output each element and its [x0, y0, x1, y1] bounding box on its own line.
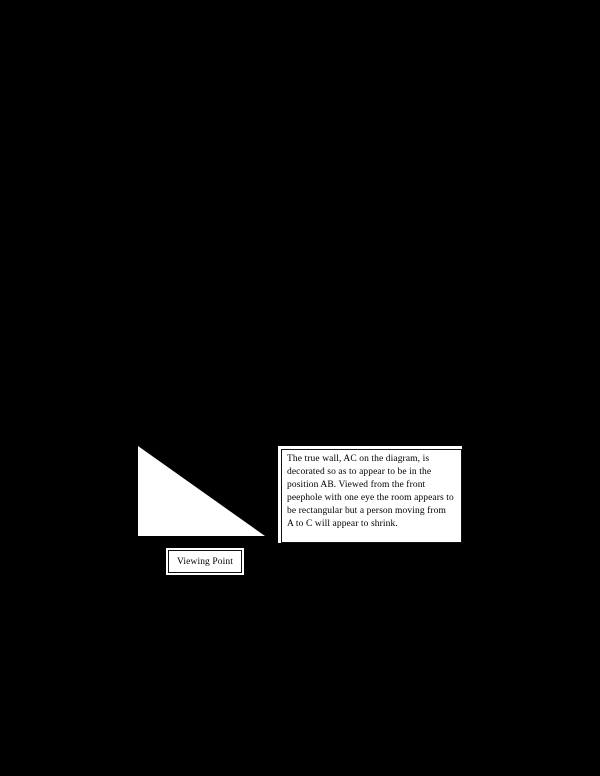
viewing-point-box-border [168, 550, 242, 573]
caption-line: peephole with one eye the room appears to [287, 493, 454, 503]
caption-line: The true wall, AC on the diagram, is [287, 454, 430, 464]
true-wall-triangle-shape [138, 446, 265, 536]
caption-line: position AB. Viewed from the front [287, 480, 426, 490]
caption-line: be rectangular but a person moving from [287, 506, 447, 516]
caption-box-border [281, 449, 462, 543]
viewing-point-box [166, 548, 244, 575]
viewing-point-label: Viewing Point [177, 556, 233, 567]
caption-line: A to C will appear to shrink. [287, 519, 398, 529]
caption-line: decorated so as to appear to be in the [287, 467, 432, 477]
caption-box [278, 446, 462, 543]
